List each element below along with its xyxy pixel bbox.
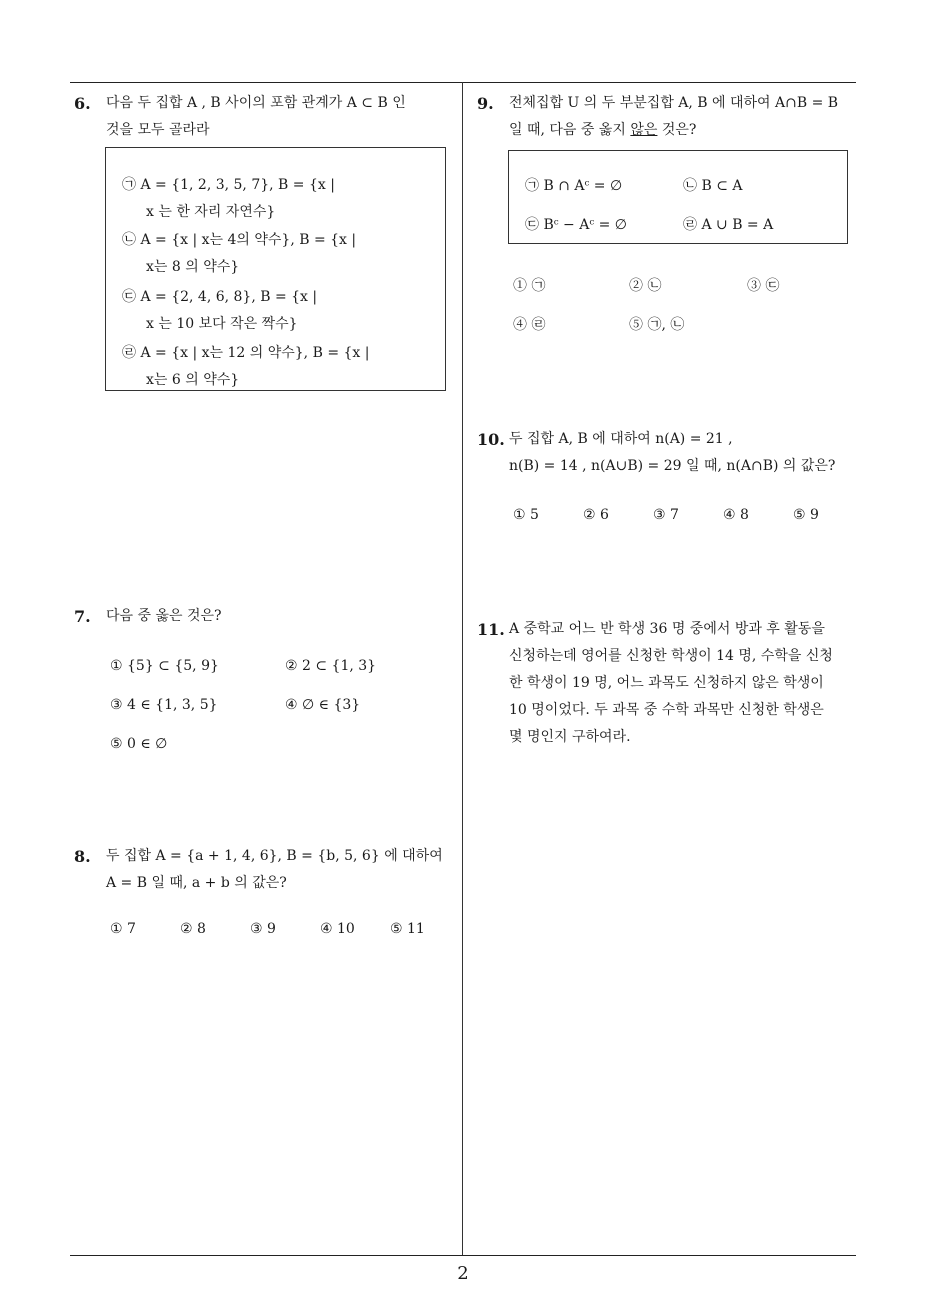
choice-item: ㉡ A = {x | x는 4의 약수}, B = {x | x는 8 의 약수} <box>122 232 357 275</box>
option-2: ② 6 <box>583 507 609 523</box>
page-number: 2 <box>457 1263 469 1284</box>
question-text: 다음 두 집합 A , B 사이의 포함 관계가 A ⊂ B 인 것을 모두 골라라 <box>106 95 406 138</box>
question-number: 11. <box>477 620 505 639</box>
question-10 <box>477 426 862 536</box>
question-text: 두 집합 A = {a + 1, 4, 6}, B = {b, 5, 6} 에 대하여 A = B 일 때, a + b 의 값은? <box>106 848 443 891</box>
question-number: 6. <box>74 94 91 113</box>
choice-item: ㉢ A = {2, 4, 6, 8}, B = {x | x 는 10 보다 작은 짝수} <box>122 289 318 332</box>
option-1: ① 7 <box>110 921 136 937</box>
option-4: ④ ㉣ <box>513 317 546 333</box>
bottom-rule <box>70 1255 856 1256</box>
option-1: ① 5 <box>513 507 539 523</box>
option-5: ⑤ 11 <box>390 921 425 937</box>
question-text: 두 집합 A, B 에 대하여 n(A) = 21 , n(B) = 14 , n(A∪B) = 29 일 때, n(A∩B) 의 값은? <box>509 431 836 474</box>
condition-item: ㉡ B ⊂ A <box>683 178 743 194</box>
option-5: ⑤ 9 <box>793 507 819 523</box>
column-divider <box>462 82 463 1256</box>
option-1: ① ㉠ <box>513 278 546 294</box>
question-7 <box>74 603 459 763</box>
option-3: ③ 9 <box>250 921 276 937</box>
option-2: ② 8 <box>180 921 206 937</box>
condition-item: ㉢ Bᶜ − Aᶜ = ∅ <box>525 217 627 233</box>
top-rule <box>70 82 856 83</box>
question-9 <box>477 90 862 340</box>
question-number: 10. <box>477 430 505 449</box>
question-11 <box>477 616 862 756</box>
choice-box <box>105 147 446 391</box>
choice-item: ㉠ A = {1, 2, 3, 5, 7}, B = {x | x 는 한 자리 자연수} <box>122 177 335 220</box>
option-3: ③ 7 <box>653 507 679 523</box>
condition-item: ㉣ A ∪ B = A <box>683 217 774 233</box>
option-2: ② ㉡ <box>629 278 662 294</box>
option-3: ③ ㉢ <box>747 278 780 294</box>
option-1: ① {5} ⊂ {5, 9} <box>110 658 219 674</box>
condition-box <box>508 150 848 244</box>
question-number: 9. <box>477 94 494 113</box>
option-2: ② 2 ⊂ {1, 3} <box>285 658 377 674</box>
question-text: 다음 중 옳은 것은? <box>106 608 222 624</box>
question-text: A 중학교 어느 반 학생 36 명 중에서 방과 후 활동을 신청하는데 영어를 신청한 학생이 14 명, 수학을 신청 한 학생이 19 명, 어느 과목도 신청하지 않은 학생이 10 명이었다. 두 과목 중 수학 과목만 신청한 학생은 몇 명인지 구하여라. <box>509 621 833 745</box>
option-4: ④ 10 <box>320 921 355 937</box>
question-text: 전체집합 U 의 두 부분집합 A, B 에 대하여 A∩B = B 일 때, 다음 중 옳지 않은 것은? <box>509 95 839 138</box>
question-number: 8. <box>74 847 91 866</box>
option-4: ④ ∅ ∈ {3} <box>285 697 361 713</box>
choice-item: ㉣ A = {x | x는 12 의 약수}, B = {x | x는 6 의 약수} <box>122 345 370 388</box>
question-number: 7. <box>74 607 91 626</box>
question-6 <box>74 90 459 390</box>
option-3: ③ 4 ∈ {1, 3, 5} <box>110 697 218 713</box>
option-5: ⑤ ㉠, ㉡ <box>629 317 685 333</box>
option-5: ⑤ 0 ∈ ∅ <box>110 736 168 752</box>
option-4: ④ 8 <box>723 507 749 523</box>
underlined-word: 않은 <box>630 122 658 138</box>
condition-item: ㉠ B ∩ Aᶜ = ∅ <box>525 178 623 194</box>
question-8 <box>74 843 459 943</box>
